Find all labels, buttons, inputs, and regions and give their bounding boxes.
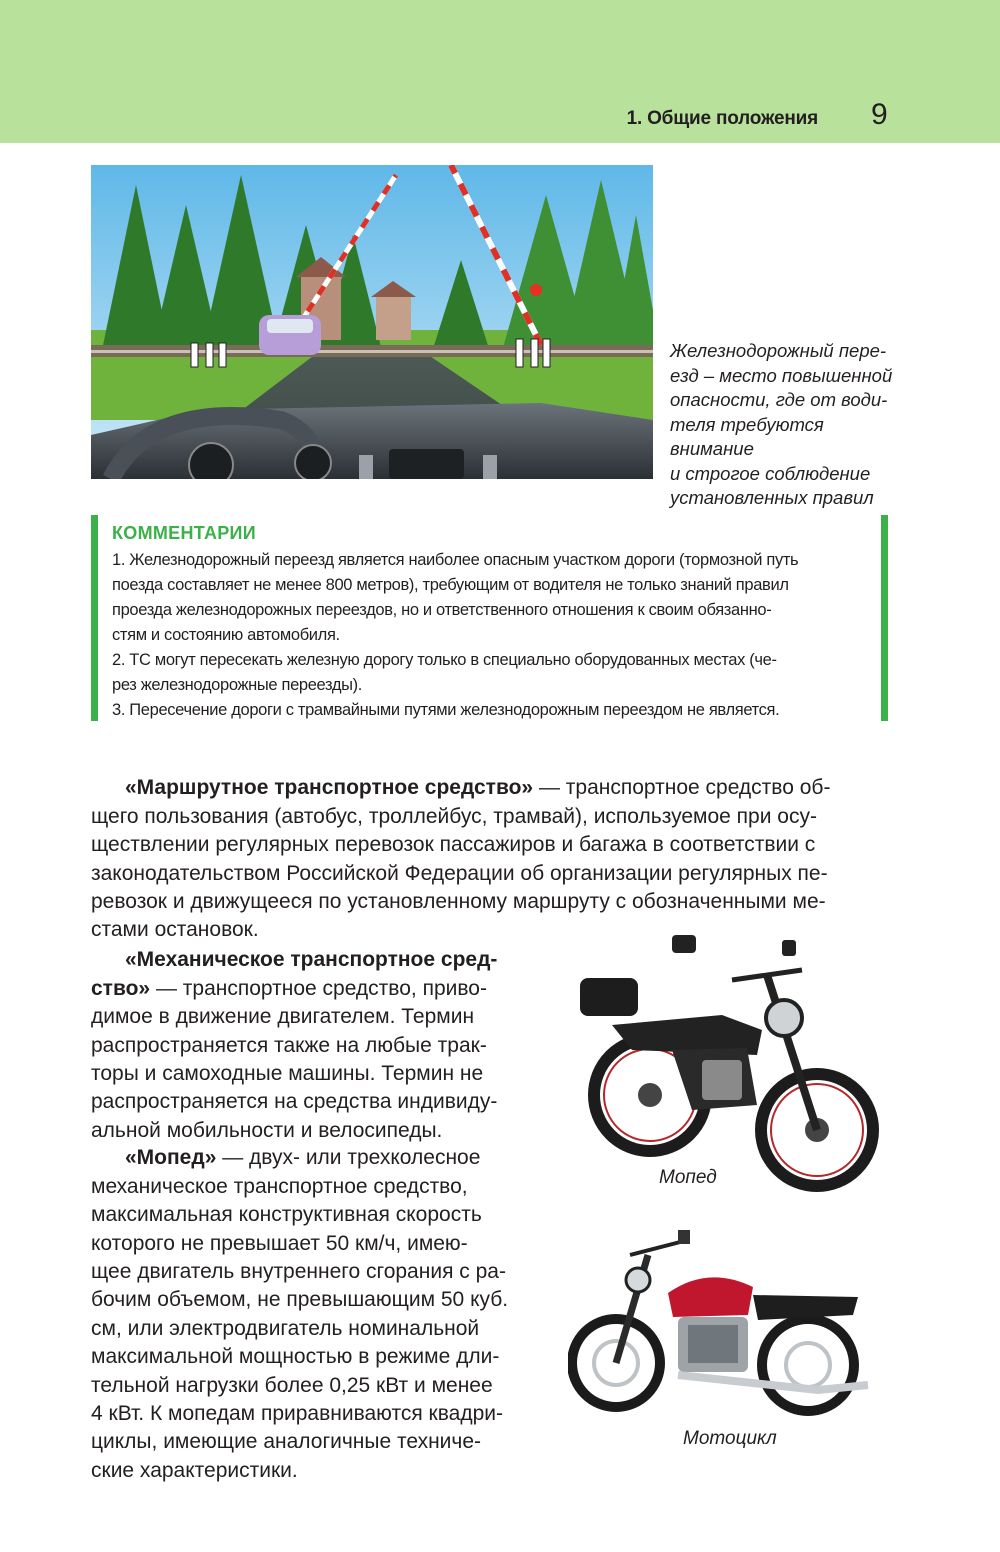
header-band <box>0 0 1000 143</box>
term-moped: «Мопед» <box>125 1146 217 1170</box>
railway-crossing-illustration <box>91 165 653 479</box>
comments-box <box>91 515 888 721</box>
term-route-vehicle: «Маршрутное транспортное средство» <box>125 776 534 800</box>
comments-left-bar <box>91 515 98 721</box>
comments-right-bar <box>881 515 888 721</box>
definition-motor-vehicle: — транспортное средство, приво- димое в движение двигателем. Термин распространяется также на любые трак- торы и самоходные машины. Термин не распространяется на средства индивиду- альной мобильности и велосипеды. <box>91 976 498 1142</box>
paragraph-moped <box>91 1116 551 1485</box>
term-motor-vehicle: «Механическое транспортное сред- ство» <box>91 948 498 1000</box>
paragraph-motor-vehicle <box>91 918 551 1145</box>
comments-text: 1. Железнодорожный переезд является наиболее опасным участком дороги (тормозной путь поезда составляет не менее 800 метров), требующим от водителя не только знаний правил проезда железнодорожных переездов, но и ответственного отношения к своим обязанно- стям и состоянию автомобиля. 2. ТС могут пересекать железную дорогу только в специально оборудованных местах (че- рез железнодорожные переезды). 3. Пересечение дороги с трамвайными путями железнодорожным переездом не является. <box>112 551 799 719</box>
comments-title: КОММЕНТАРИИ <box>112 523 257 543</box>
running-title: 1. Общие положения <box>626 108 818 129</box>
motorcycle-caption: Мотоцикл <box>683 1428 777 1449</box>
page-number: 9 <box>871 98 888 131</box>
crossing-caption: Железнодорожный пере- езд – место повышенной опасности, где от води- теля требуются внимание и строгое соблюдение установленных правил <box>670 340 893 508</box>
moped-caption: Мопед <box>659 1167 717 1188</box>
definition-moped: — двух- или трехколесное механическое транспортное средство, максимальная конструктивная скорость которого не превышает 50 км/ч, имею- щее двигатель внутреннего сгорания с ра- бочим объемом, не превышающим 50 куб. см, или электродвигатель номинальной максимальной мощностью в режиме дли- тельной нагрузки более 0,25 кВт и менее 4 кВт. К мопедам приравниваются квадри- циклы, имеющие аналогичные техниче- ские характеристики. <box>91 1146 509 1482</box>
motorcycle-illustration <box>568 1225 880 1420</box>
definition-route-vehicle: — транспортное средство об- щего пользования (автобус, троллейбус, трамвай), используемое при осу- ществлении регулярных перевозок пассажиров и багажа в соответствии с законодательством Российской Федерации об организации регулярных пе- ревозок и движущееся по установленному маршруту с обозначенными ме- стами остановок. <box>91 776 831 942</box>
paragraph-route-vehicle <box>91 746 891 945</box>
moped-illustration <box>572 930 880 1200</box>
